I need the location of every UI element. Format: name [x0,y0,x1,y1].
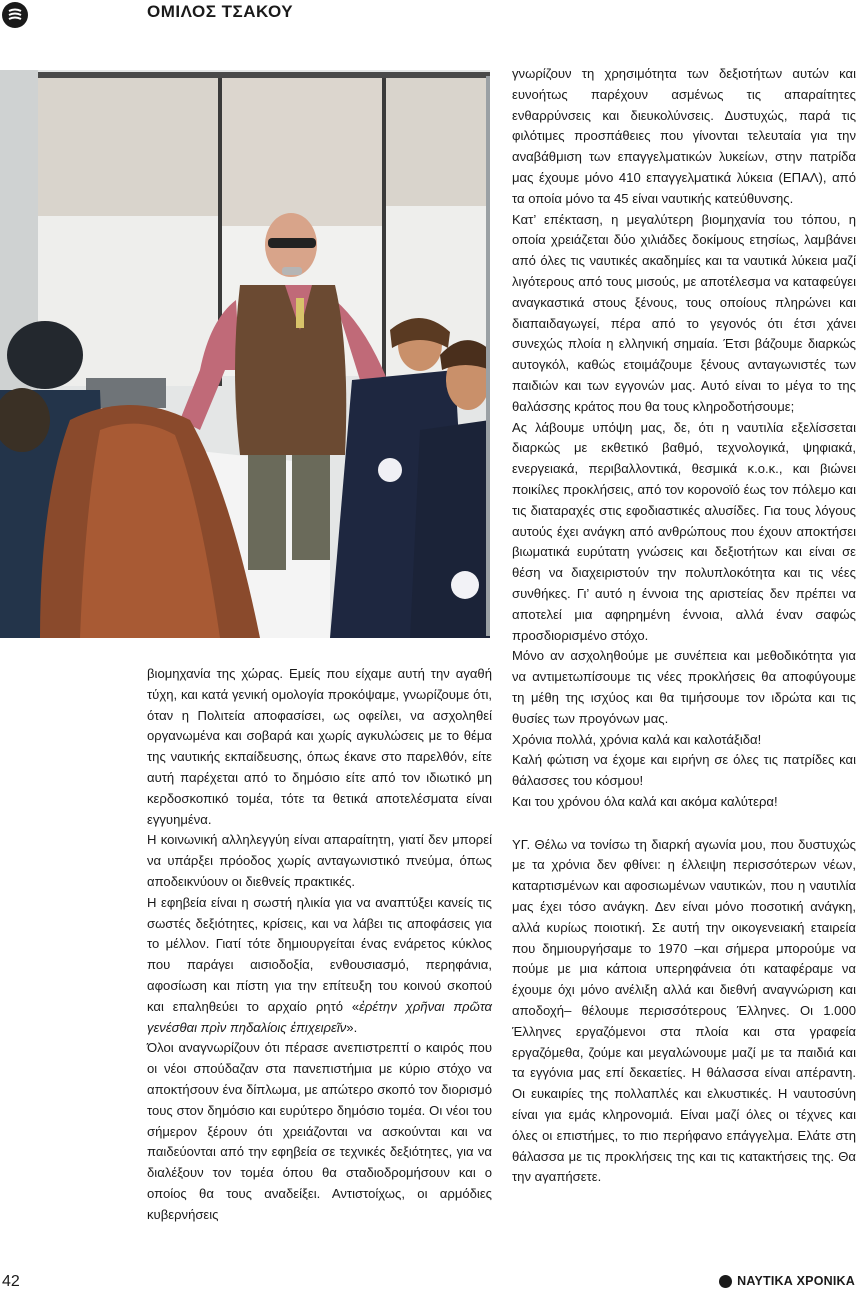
magazine-logo-icon [719,1275,732,1288]
ancient-quote: ἐρέτην χρῆναι πρῶτα γενέσθαι πρὶν πηδαλίοις ἐπιχειρεῖν [147,998,492,1035]
paragraph-spacer [512,813,856,835]
page-number: 42 [2,1273,20,1290]
paragraph [147,893,492,1039]
quote-close: ». [346,1019,358,1035]
paragraph: Καλή φώτιση να έχομε και ειρήνη σε όλες τις πατρίδες και θάλασσες του κόσμου! [512,752,856,789]
paragraph: Χρόνια πολλά, χρόνια καλά και καλοτάξιδα! [512,731,762,747]
paragraph-text: Η εφηβεία είναι η σωστή ηλικία για να αναπτύξει κανείς τις σωστές δεξιότητες, κρίσεις, και να λάβει τις αποφάσεις για το μέλλον. Γιατί τότε δημιουργείται ένας ενάρετος κύκλος που παράγει αισιοδοξία, ενθουσιασμό, περηφάνια, αφοσίωση και πίστη για την επίτευξη του κοινού σκοπού και επαληθεύει το αρχαίο ρητό « [147,894,492,1014]
paragraph: Κατ’ επέκταση, η μεγαλύτερη βιομηχανία του τόπου, η οποία χρειάζεται δύο χιλιάδες δοκίμους ετησίως, λαμβάνει από όλες τις ναυτικές ακαδημίες και τα ναυτικά λύκεια μαζί λιγότερους από τους μισούς, με αποτέλεσμα να καταφεύγει αναγκαστικά στους ξένους, τους οποίους πληρώνει και διαπαιδαγωγεί, πέρα από το γεγονός ότι έτσι χάνει συνεχώς πλοία η ελληνική σημαία. Έτσι βάζουμε διαρκώς αυτογκόλ, καθώς ετοιμάζουμε ξένους ανταγωνιστές των παιδιών και των εγγονών μας. Αυτό είναι το μέγα το της θαλάσσης κράτος που θα τους κληροδοτήσουμε; [512,211,856,414]
paragraph: γνωρίζουν τη χρησιμότητα των δεξιοτήτων αυτών και ευνοήτως παρέχουν ασμένως τις απαραίτητες ενθαρρύνσεις και διευκολύνσεις. Δυστυχώς, παρά τις φιλότιμες προσπάθειες που γίνονται τελευταία για την αναβάθμιση των επαγγελματικών λυκείων, στην πατρίδα μας έχουμε μόνο 410 επαγγελματικά λύκεια (ΕΠΑΛ), από τα οποία μόνο τα 45 είναι ναυτικής κατεύθυνσης. [512,66,856,206]
article-column-left [147,664,492,1226]
magazine-name: ΝΑΥΤΙΚΑ ΧΡΟΝΙΚΑ [737,1274,855,1288]
postscript: ΥΓ. Θέλω να τονίσω τη διαρκή αγωνία μου, που δυστυχώς με τα χρόνια δεν φθίνει: η έλλειψη περισσότερων νέων, καταρτισμένων και αφοσιωμένων ναυτικών, που η ναυτιλία μας έχει τόσο ανάγκη. Δεν είναι μόνο ποσοτική ανάγκη, αλλά κυρίως ποιοτική. Σε αυτή την οικογενειακή εταιρεία που δημιουργήσαμε το 1970 –και σήμερα μπορούμε να πούμε με μια κάποια υπερηφάνεια ότι καταφέραμε να έχουμε όχι μόνο ανέλιξη αλλά και διεθνή αναγνώριση και αποδοχή– θέλουμε περισσότερους Έλληνες. Οι 1.000 Έλληνες εργαζόμενοι στα πλοία και στα γραφεία εργαζόμεθα, ζούμε και μεγαλώνουμε μαζί με τα παιδιά και τα εγγόνια μας επί δεκαετίες. Η θάλασσα είναι απέραντη. Οι ευκαιρίες της πολλαπλές και ελκυστικές. Η ναυτοσύνη είναι για εμάς κληρονομιά. Είναι μαζί όλες οι τέχνες και όλες οι επιστήμες, το πιο περήφανο επάγγελμα. Ελάτε στη θάλασσα με τις προκλήσεις της και τις κατακτήσεις της. Θα την αγαπήσετε. [512,836,856,1185]
paragraph: Μόνο αν ασχοληθούμε με συνέπεια και μεθοδικότητα για να αντιμετωπίσουμε τις νέες προκλήσεις θα αποφύγουμε τη μέθη της ισχύος και θα τιμήσουμε τον ιδρώτα και τις θυσίες των προγόνων μας. [512,648,856,726]
paragraph: βιομηχανία της χώρας. Εμείς που είχαμε αυτή την αγαθή τύχη, και κατά γενική ομολογία προκόψαμε, γνωρίζουμε ότι, όταν η Πολιτεία αποφασίσει, ως οφείλει, να ασχοληθεί οργανωμένα και σοβαρά και χωρίς αγκυλώσεις με το θέμα της ναυτικής εκπαίδευσης, όπως έκανε στο παρελθόν, είτε αυτή παρέχεται από το δημόσιο είτε από τον ιδιωτικό μη κερδοσκοπικό τομέα, τότε τα θετικά αποτελέσματα είναι εγγυημένα. [147,666,492,827]
article-column-right [512,64,856,1188]
footer-magazine [719,1274,855,1288]
company-logo-icon [2,2,28,28]
classroom-photo [0,70,490,638]
paragraph: Η κοινωνική αλληλεγγύη είναι απαραίτητη, γιατί δεν μπορεί να υπάρξει πρόοδος χωρίς ανταγωνιστικό πνεύμα, όπως αποδεικνύουν οι διεθνείς πρακτικές. [147,832,492,889]
paragraph: Και του χρόνου όλα καλά και ακόμα καλύτερα! [512,793,778,809]
header-title: ΟΜΙΛΟΣ ΤΣΑΚΟΥ [147,2,294,21]
paragraph: Όλοι αναγνωρίζουν ότι πέρασε ανεπιστρεπτί ο καιρός που οι νέοι σπούδαζαν στα πανεπιστήμια με κύριο στόχο να αποκτήσουν ένα δίπλωμα, με απώτερο σκοπό τον διορισμό τους στον δημόσιο και ευρύτερο δημόσιο τομέα. Οι νέοι του σήμερον ξέρουν ότι χρειάζονται να ασκούνται και να παιδεύονται από την εφηβεία σε τεχνικές δεξιότητες, για να διαλέξουν τον τομέα όπου θα σταδιοδρομήσουν και ο οποίος θα τους αναδείξει. Αντιστοίχως, οι αρμόδιες κυβερνήσεις [147,1040,492,1222]
paragraph: Ας λάβουμε υπόψη μας, δε, ότι η ναυτιλία εξελίσσεται διαρκώς με εκθετικό βαθμό, τεχνολογικά, ψηφιακά, ενεργειακά, περιβαλλοντικά, θεσμικά κ.ο.κ., και βιώνει ποικίλες προκλήσεις, από τον κορονοϊό έως τον πόλεμο και τις διαταραχές στις εφοδιαστικές αλυσίδες. Για τους λόγους αυτούς έχει ανάγκη από ανθρώπους που έχουν αποκτήσει βιωματικά ευρύτατη γνώσεις και δεξιοτήτων και είναι σε θέση να διαχειριστούν την πολυπλοκότητα και τις νέες συνθήκες. Γι’ αυτό η έννοια της αριστείας δεν πρέπει να αποτελεί μια αφηρημένη έννοια, αλλά έναν σαφώς προσδιορισμένο στόχο. [512,419,856,643]
